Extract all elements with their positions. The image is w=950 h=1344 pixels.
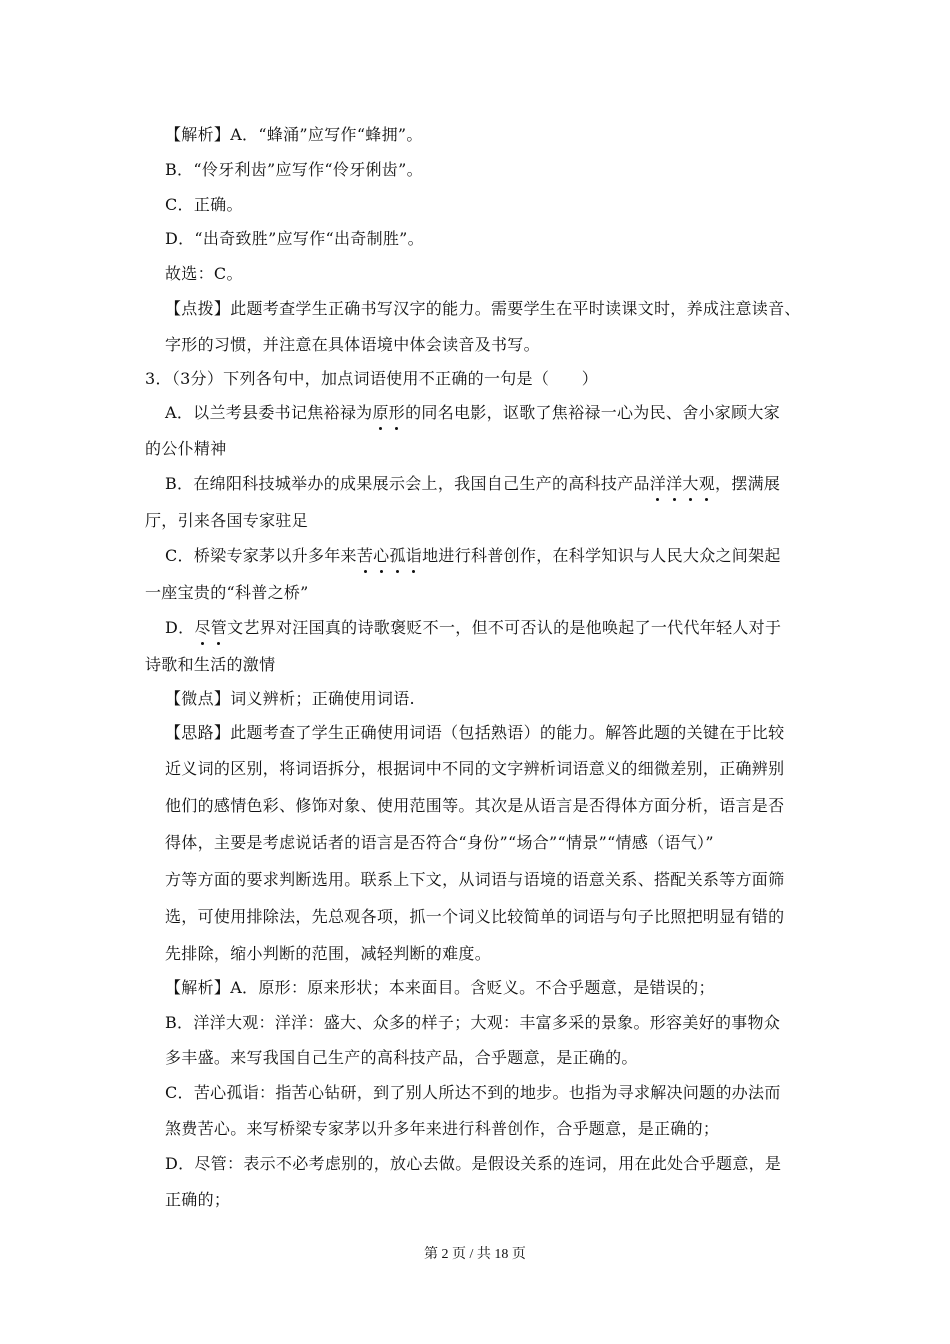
emphasis-char: 洋 [666, 474, 683, 493]
silu-line: 他们的感情色彩、修饰对象、使用范围等。其次是从语言是否得体方面分析，语言是否 [165, 796, 785, 815]
jiexi-line: 煞费苦心。来写桥梁专家茅以升多年来进行科普创作，合乎题意，是正确的； [165, 1119, 720, 1138]
question-3-stem: 3．（3分）下列各句中，加点词语使用不正确的一句是（ ） [145, 369, 599, 388]
prev-jiexi-a: 【解析】A．“蜂涌”应写作“蜂拥”。 [165, 125, 423, 144]
silu-line: 得体，主要是考虑说话者的语言是否符合“身份”“场合”“情景”“情感（语气）” [165, 833, 714, 852]
q3-a-post: 的同名电影，讴歌了焦裕禄一心为民、舍小家顾大家 [405, 403, 780, 422]
q3-option-d-line-1 [165, 617, 781, 639]
jiexi-line: C．苦心孤诣：指苦心钻研，到了别人所达不到的地步。也指为寻求解决问题的办法而 [165, 1083, 781, 1102]
weidian-note: 【微点】词义辨析；正确使用词语. [165, 689, 415, 708]
q3-option-c-line-1 [165, 545, 781, 567]
q3-c-pre: C．桥梁专家茅以升多年来 [165, 546, 357, 565]
prev-answer: 故选：C。 [165, 264, 243, 283]
emphasis-char: 苦 [356, 546, 374, 565]
q3-option-b-line-1 [165, 473, 780, 495]
emphasis-char: 诣 [405, 546, 423, 565]
q3-b-post: ，摆满展 [715, 474, 781, 493]
prev-dianbo-line-2: 字形的习惯，并注意在具体语境中体会读音及书写。 [165, 335, 540, 354]
page-footer: 第 2 页 / 共 18 页 [424, 1247, 526, 1262]
q3-d-post: 文艺界对汪国真的诗歌褒贬不一，但不可否认的是他唤起了一代代年轻人对于 [227, 618, 782, 637]
jiexi-line: 【解析】A．原形：原来形状；本来面目。含贬义。不合乎题意，是错误的； [165, 978, 715, 997]
silu-line: 近义词的区别，将词语拆分，根据词中不同的文字辨析词语意义的细微差别，正确辨别 [165, 759, 785, 778]
emphasis-char: 观 [698, 474, 716, 493]
emphasis-char: 尽 [194, 618, 211, 637]
jiexi-line: 正确的； [165, 1190, 231, 1209]
q3-d-pre: D． [165, 618, 195, 637]
silu-line: 【思路】此题考查了学生正确使用词语（包括熟语）的能力。解答此题的关键在于比较 [165, 723, 785, 742]
q3-b-pre: B．在绵阳科技城举办的成果展示会上，我国自己生产的高科技产品 [165, 474, 650, 493]
q3-option-a-line-1 [165, 402, 780, 424]
prev-option-d: D．“出奇致胜”应写作“出奇制胜”。 [165, 229, 424, 248]
q3-option-d-line-2: 诗歌和生活的激情 [145, 655, 276, 674]
prev-dianbo-line-1: 【点拨】此题考查学生正确书写汉字的能力。需要学生在平时读课文时，养成注意读音、 [165, 299, 801, 318]
q3-option-a-line-2: 的公仆精神 [145, 439, 227, 458]
emphasis-char: 心 [373, 546, 390, 565]
jiexi-line: D．尽管：表示不必考虑别的，放心去做。是假设关系的连词，用在此处合乎题意，是 [165, 1154, 782, 1173]
emphasis-char: 大 [682, 474, 699, 493]
emphasis-char: 原 [372, 403, 389, 422]
prev-option-b: B．“伶牙利齿”应写作“伶牙俐齿”。 [165, 160, 423, 179]
emphasis-char: 管 [210, 618, 228, 637]
emphasis-char: 孤 [389, 546, 406, 565]
q3-c-post: 地进行科普创作，在科学知识与人民大众之间架起 [422, 546, 781, 565]
jiexi-line: 多丰盛。来写我国自己生产的高科技产品，合乎题意，是正确的。 [165, 1048, 638, 1067]
q3-a-pre: A．以兰考县委书记焦裕禄为 [165, 403, 373, 422]
q3-option-c-line-2: 一座宝贵的“科普之桥” [145, 583, 309, 602]
jiexi-line: B．洋洋大观：洋洋：盛大、众多的样子；大观：丰富多采的景象。形容美好的事物众 [165, 1013, 781, 1032]
silu-line: 先排除，缩小判断的范围，减轻判断的难度。 [165, 944, 492, 963]
prev-option-c: C．正确。 [165, 195, 243, 214]
emphasis-char: 洋 [649, 474, 667, 493]
silu-line: 选，可使用排除法，先总观各项，抓一个词义比较简单的词语与句子比照把明显有错的 [165, 907, 785, 926]
q3-option-b-line-2: 厅，引来各国专家驻足 [145, 511, 309, 530]
silu-line: 方等方面的要求判断选用。联系上下文，从词语与语境的语意关系、搭配关系等方面筛 [165, 870, 785, 889]
emphasis-char: 形 [388, 403, 406, 422]
